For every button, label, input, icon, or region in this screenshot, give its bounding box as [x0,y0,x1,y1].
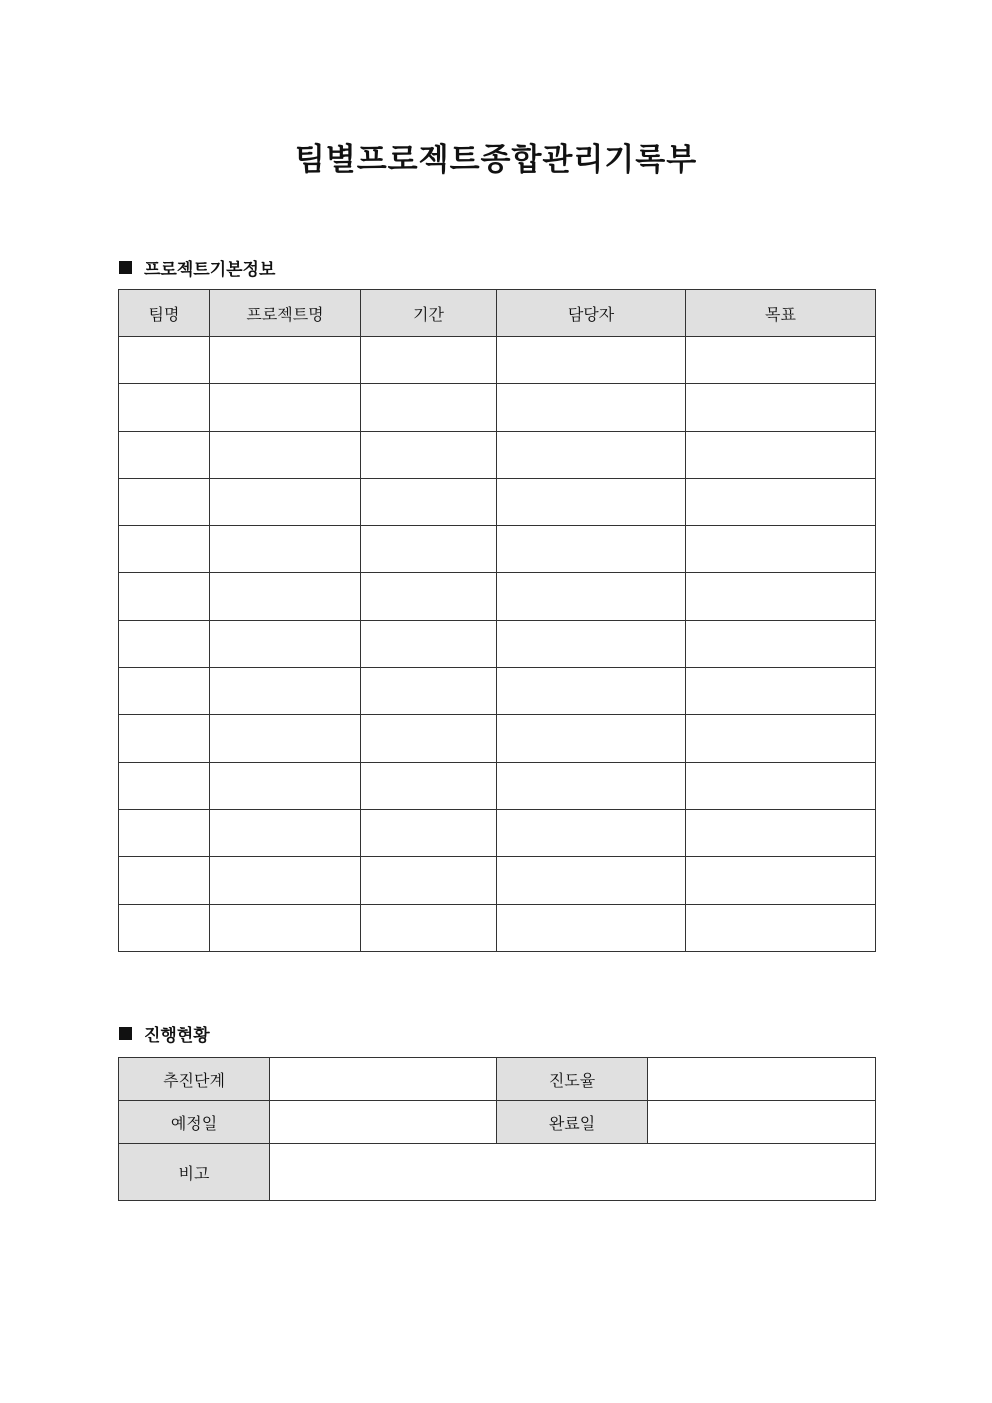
goal-cell[interactable] [686,431,876,478]
project-name-cell[interactable] [210,384,361,431]
label-planned-date: 예정일 [119,1101,270,1144]
team-cell[interactable] [119,620,210,667]
table-row [119,573,876,620]
manager-cell[interactable] [497,620,686,667]
period-cell[interactable] [361,573,497,620]
project-name-cell[interactable] [210,573,361,620]
table-row [119,620,876,667]
period-cell[interactable] [361,337,497,384]
goal-cell[interactable] [686,904,876,951]
goal-cell[interactable] [686,478,876,525]
period-cell[interactable] [361,526,497,573]
table-row [119,809,876,856]
remarks-field[interactable] [270,1144,876,1201]
table-row [119,384,876,431]
table-row [119,762,876,809]
goal-cell[interactable] [686,526,876,573]
goal-cell[interactable] [686,573,876,620]
project-name-cell[interactable] [210,762,361,809]
team-cell[interactable] [119,762,210,809]
goal-cell[interactable] [686,857,876,904]
manager-cell[interactable] [497,431,686,478]
table-row [119,431,876,478]
manager-cell[interactable] [497,526,686,573]
goal-cell[interactable] [686,337,876,384]
planned-date-field[interactable] [270,1101,497,1144]
period-cell[interactable] [361,809,497,856]
manager-cell[interactable] [497,668,686,715]
team-cell[interactable] [119,478,210,525]
table-row [119,478,876,525]
label-progress-rate: 진도율 [497,1058,648,1101]
label-completed-date: 완료일 [497,1101,648,1144]
basic-info-table [118,289,876,952]
period-cell[interactable] [361,762,497,809]
column-header-manager: 담당자 [497,290,686,337]
project-name-cell[interactable] [210,809,361,856]
table-row [119,1058,876,1101]
square-bullet-icon [119,1027,132,1040]
manager-cell[interactable] [497,857,686,904]
project-name-cell[interactable] [210,478,361,525]
table-row [119,904,876,951]
period-cell[interactable] [361,715,497,762]
period-cell[interactable] [361,384,497,431]
manager-cell[interactable] [497,762,686,809]
period-cell[interactable] [361,478,497,525]
period-cell[interactable] [361,904,497,951]
team-cell[interactable] [119,526,210,573]
stage-field[interactable] [270,1058,497,1101]
table-row [119,1144,876,1201]
period-cell[interactable] [361,668,497,715]
project-name-cell[interactable] [210,715,361,762]
column-header-project-name: 프로젝트명 [210,290,361,337]
team-cell[interactable] [119,384,210,431]
goal-cell[interactable] [686,620,876,667]
team-cell[interactable] [119,809,210,856]
progress-table [118,1057,876,1201]
completed-date-field[interactable] [648,1101,876,1144]
label-remarks: 비고 [119,1144,270,1201]
team-cell[interactable] [119,431,210,478]
project-name-cell[interactable] [210,904,361,951]
section-heading-label: 진행현황 [144,1026,210,1046]
goal-cell[interactable] [686,762,876,809]
team-cell[interactable] [119,904,210,951]
manager-cell[interactable] [497,478,686,525]
column-header-team: 팀명 [119,290,210,337]
team-cell[interactable] [119,857,210,904]
progress-rate-field[interactable] [648,1058,876,1101]
table-row [119,337,876,384]
table-row [119,668,876,715]
team-cell[interactable] [119,337,210,384]
label-stage: 추진단계 [119,1058,270,1101]
project-name-cell[interactable] [210,431,361,478]
goal-cell[interactable] [686,384,876,431]
period-cell[interactable] [361,620,497,667]
goal-cell[interactable] [686,809,876,856]
period-cell[interactable] [361,431,497,478]
team-cell[interactable] [119,668,210,715]
manager-cell[interactable] [497,337,686,384]
document-title: 팀별프로젝트종합관리기록부 [294,142,698,178]
team-cell[interactable] [119,715,210,762]
period-cell[interactable] [361,857,497,904]
section-heading-label: 프로젝트기본정보 [144,260,276,280]
column-header-period: 기간 [361,290,497,337]
project-name-cell[interactable] [210,668,361,715]
team-cell[interactable] [119,573,210,620]
manager-cell[interactable] [497,573,686,620]
table-row [119,857,876,904]
column-header-goal: 목표 [686,290,876,337]
table-row [119,526,876,573]
manager-cell[interactable] [497,384,686,431]
project-name-cell[interactable] [210,526,361,573]
manager-cell[interactable] [497,809,686,856]
goal-cell[interactable] [686,668,876,715]
manager-cell[interactable] [497,715,686,762]
table-row [119,1101,876,1144]
project-name-cell[interactable] [210,337,361,384]
table-header-row [119,290,876,337]
table-row [119,715,876,762]
section-heading-basic-info [119,255,275,280]
section-heading-progress [119,1021,210,1046]
goal-cell[interactable] [686,715,876,762]
project-name-cell[interactable] [210,620,361,667]
manager-cell[interactable] [497,904,686,951]
square-bullet-icon [119,261,132,274]
project-name-cell[interactable] [210,857,361,904]
